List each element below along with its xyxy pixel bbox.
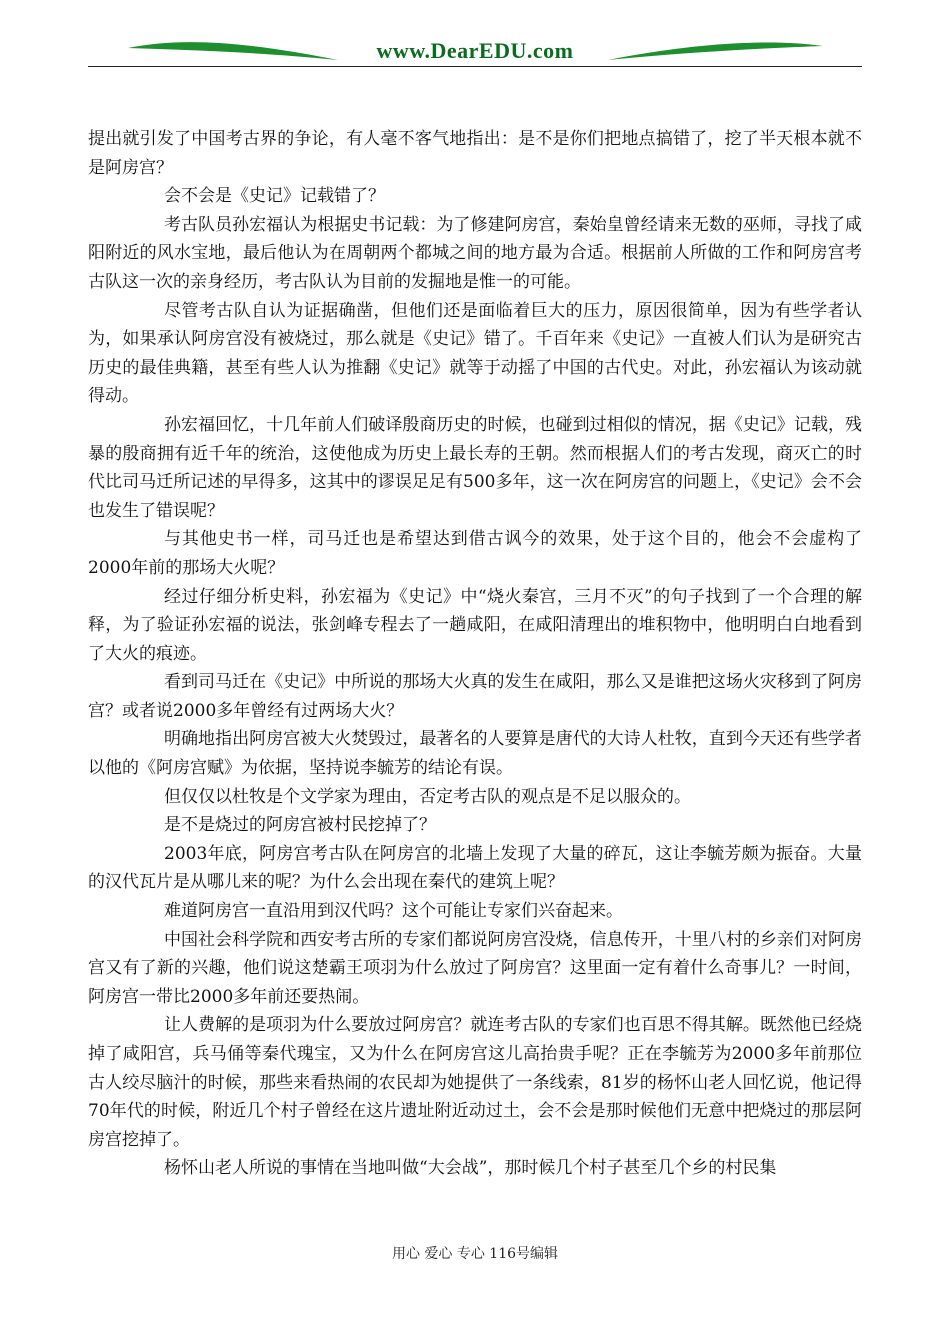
paragraph: 尽管考古队自认为证据确凿，但他们还是面临着巨大的压力，原因很简单，因为有些学者认为，如果承认阿房宫没有被烧过，那么就是《史记》错了。千百年来《史记》一直被人们认为是研究古历史的最佳典籍，甚至有些人认为推翻《史记》就等于动摇了中国的古代史。对此，孙宏福认为该动就得动。 (88, 300, 862, 407)
paragraph: 杨怀山老人所说的事情在当地叫做“大会战”，那时候几个村子甚至几个乡的村民集 (164, 1158, 777, 1179)
header-divider (88, 66, 862, 67)
paragraph: 明确地指出阿房宫被大火焚毁过，最著名的人要算是唐代的大诗人杜牧，直到今天还有些学者以他的《阿房宫赋》为依据，坚持说李毓芳的结论有误。 (88, 729, 862, 779)
paragraph: 是不是烧过的阿房宫被村民挖掉了？ (164, 815, 436, 836)
paragraph: 考古队员孙宏福认为根据史书记载：为了修建阿房宫，秦始皇曾经请来无数的巫师，寻找了咸阳附近的风水宝地，最后他认为在周朝两个都城之间的地方最为合适。根据前人所做的工作和阿房宫考古队这一次的亲身经历，考古队认为目前的发掘地是惟一的可能。 (88, 214, 862, 292)
paragraph: 2003年底，阿房宫考古队在阿房宫的北墙上发现了大量的碎瓦，这让李毓芳颇为振奋。大量的汉代瓦片是从哪儿来的呢？为什么会出现在秦代的建筑上呢？ (88, 843, 862, 893)
paragraph: 但仅仅以杜牧是个文学家为理由，否定考古队的观点是不足以服众的。 (164, 786, 691, 807)
page-footer: 用心 爱心 专心 116号编辑 (391, 1246, 559, 1262)
site-logo[interactable]: www.DearEDU.com (376, 38, 574, 63)
paragraph: 孙宏福回忆，十几年前人们破译殷商历史的时候，也碰到过相似的情况，据《史记》记载，残暴的殷商拥有近千年的统治，这使他成为历史上最长寿的王朝。然而根据人们的考古发现，商灭亡的时代比司马迁所记述的早得多，这其中的谬误足足有500多年，这一次在阿房宫的问题上，《史记》会不会也发生了错误呢？ (88, 414, 862, 521)
paragraph: 提出就引发了中国考古界的争论，有人毫不客气地指出：是不是你们把地点搞错了，挖了半天根本就不是阿房宫？ (88, 129, 862, 178)
paragraph: 会不会是《史记》记载错了？ (164, 186, 385, 207)
paragraph: 中国社会科学院和西安考古所的专家们都说阿房宫没烧，信息传开，十里八村的乡亲们对阿房宫又有了新的兴趣，他们说这楚霸王项羽为什么放过了阿房宫？这里面一定有着什么奇事儿？一时间，阿房宫一带比2000多年前还要热闹。 (88, 929, 862, 1007)
paragraph: 看到司马迁在《史记》中所说的那场大火真的发生在咸阳，那么又是谁把这场火灾移到了阿房宫？或者说2000多年曾经有过两场大火？ (88, 672, 862, 721)
article-body (88, 125, 862, 1183)
paragraph: 难道阿房宫一直沿用到汉代吗？这个可能让专家们兴奋起来。 (164, 901, 623, 922)
paragraph: 与其他史书一样，司马迁也是希望达到借古讽今的效果，处于这个目的，他会不会虚构了2000年前的那场大火呢？ (88, 529, 862, 578)
site-header (88, 34, 862, 70)
paragraph: 经过仔细分析史料，孙宏福为《史记》中“烧火秦宫，三月不灭”的句子找到了一个合理的解释，为了验证孙宏福的说法，张剑峰专程去了一趟咸阳，在咸阳清理出的堆积物中，他明明白白地看到了大火的痕迹。 (88, 586, 862, 664)
paragraph: 让人费解的是项羽为什么要放过阿房宫？就连考古队的专家们也百思不得其解。既然他已经烧掉了咸阳宫，兵马俑等秦代瑰宝，又为什么在阿房宫这儿高抬贵手呢？正在李毓芳为2000多年前那位古人绞尽脑汁的时候，那些来看热闹的农民却为她提供了一条线索，81岁的杨怀山老人回忆说，他记得70年代的时候，附近几个村子曾经在这片遗址附近动过土，会不会是那时候他们无意中把烧过的那层阿房宫挖掉了。 (88, 1015, 862, 1150)
